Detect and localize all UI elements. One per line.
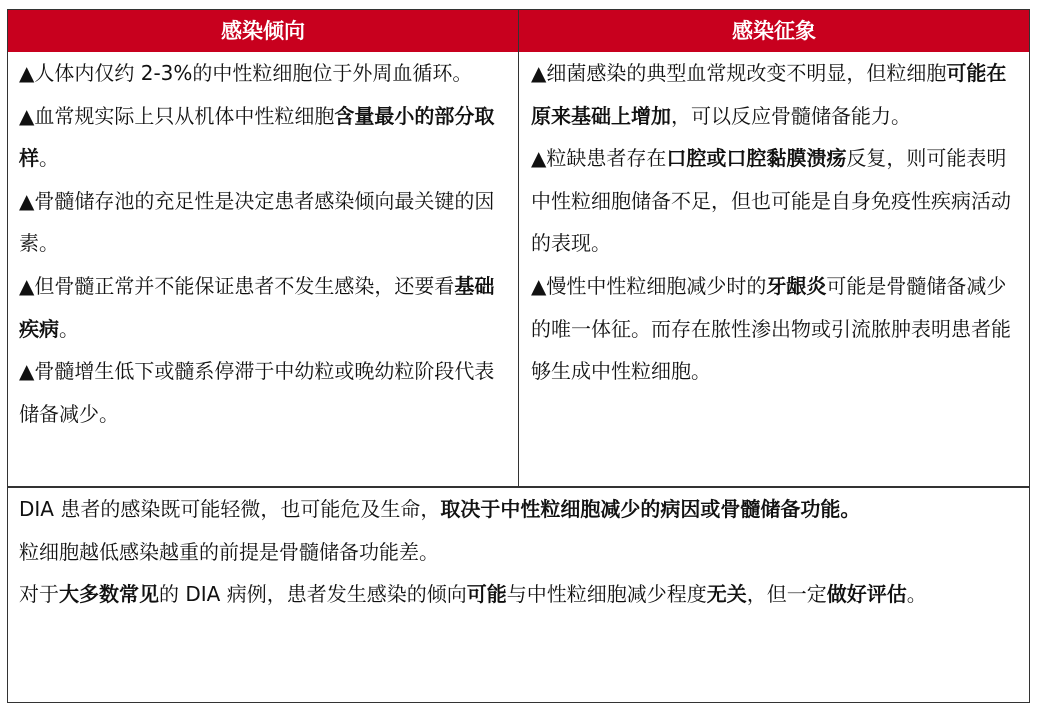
left-paragraph: ▲但骨髓正常并不能保证患者不发生感染，还要看基础疾病。 — [19, 273, 495, 341]
left-paragraph: ▲骨髓增生低下或髓系停滞于中幼粒或晚幼粒阶段代表储备减少。 — [19, 359, 495, 426]
right-paragraph: ▲粒缺患者存在口腔或口腔黏膜溃疡反复，则可能表明中性粒细胞储备不足，但也可能是自身免疫性疾病活动的表现。 — [531, 146, 1011, 256]
right-paragraph: ▲细菌感染的典型血常规改变不明显，但粒细胞可能在原来基础上增加，可以反应骨髓储备能力。 — [531, 61, 1007, 128]
header-infection-tendency: 感染倾向 — [8, 10, 518, 52]
summary-paragraph: 粒细胞越低感染越重的前提是骨髓储备功能差。 — [19, 539, 439, 564]
summary-paragraph: 对于大多数常见的 DIA 病例，患者发生感染的倾向可能与中性粒细胞减少程度无关，但一定做好评估。 — [19, 582, 927, 607]
infection-signs-cell — [519, 52, 1030, 393]
left-paragraph: ▲骨髓储存池的充足性是决定患者感染倾向最关键的因素。 — [19, 188, 495, 256]
left-paragraph: ▲血常规实际上只从机体中性粒细胞含量最小的部分取样。 — [19, 103, 495, 171]
infection-tendency-cell — [8, 52, 518, 435]
summary-cell — [8, 488, 1029, 616]
left-paragraph: ▲人体内仅约 2-3%的中性粒细胞位于外周血循环。 — [19, 61, 473, 85]
summary-paragraph: DIA 患者的感染既可能轻微，也可能危及生命，取决于中性粒细胞减少的病因或骨髓储备功能。 — [19, 497, 861, 521]
info-table — [7, 9, 1030, 703]
right-paragraph: ▲慢性中性粒细胞减少时的牙龈炎可能是骨髓储备减少的唯一体征。而存在脓性渗出物或引流脓肿表明患者能够生成中性粒细胞。 — [531, 273, 1011, 384]
header-infection-signs: 感染征象 — [519, 10, 1029, 52]
